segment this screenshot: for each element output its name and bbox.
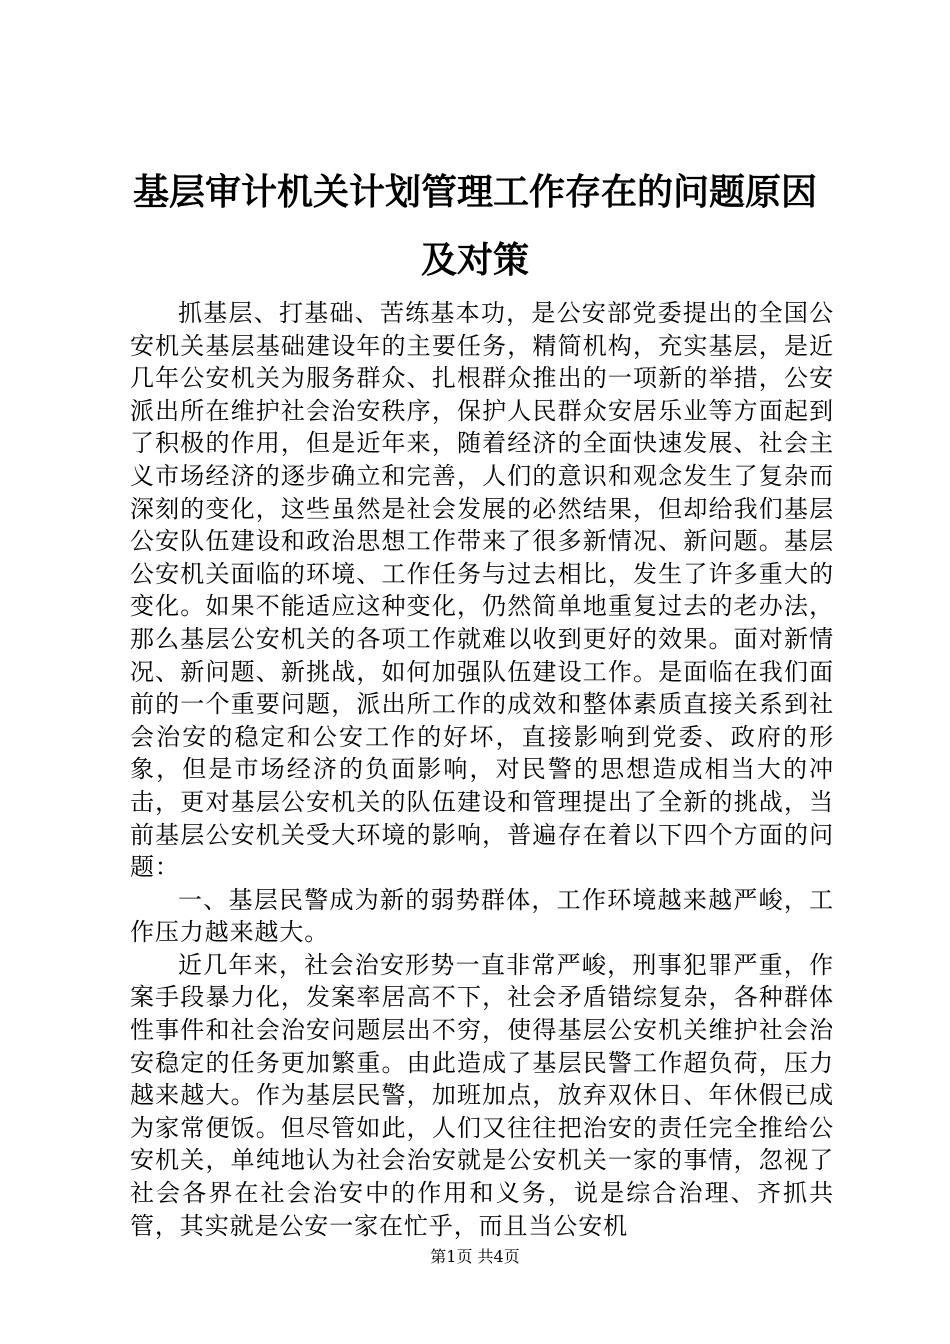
paragraph-intro: 抓基层、打基础、苦练基本功，是公安部党委提出的全国公安机关基层基础建设年的主要任务，精简机构，充实基层，是近几年公安机关为服务群众、扎根群众推出的一项新的举措，公安派出所在维护社会治安秩序，保护人民群众安居乐业等方面起到了积极的作用，但是近年来，随着经济的全面快速发展、社会主义市场经济的逐步确立和完善，人们的意识和观念发生了复杂而深刻的变化，这些虽然是社会发展的必然结果，但却给我们基层公安队伍建设和政治思想工作带来了很多新情况、新问题。基层公安机关面临的环境、工作任务与过去相比，发生了许多重大的变化。如果不能适应这种变化，仍然简单地重复过去的老办法，那么基层公安机关的各项工作就难以收到更好的效果。面对新情况、新问题、新挑战，如何加强队伍建设工作。是面临在我们面前的一个重要问题，派出所工作的成效和整体素质直接关系到社会治安的稳定和公安工作的好坏，直接影响到党委、政府的形象，但是市场经济的负面影响，对民警的思想造成相当大的冲击，更对基层公安机关的队伍建设和管理提出了全新的挑战，当前基层公安机关受大环境的影响，普遍存在着以下四个方面的问题： <box>130 299 834 882</box>
paragraph-heading-one: 一、基层民警成为新的弱势群体，工作环境越来越严峻，工作压力越来越大。 <box>130 885 834 947</box>
paragraph-detail: 近几年来，社会治安形势一直非常严峻，刑事犯罪严重，作案手段暴力化，发案率居高不下，社会矛盾错综复杂，各种群体性事件和社会治安问题层出不穷，使得基层公安机关维护社会治安稳定的任务更加繁重。由此造成了基层民警工作超负荷，压力越来越大。作为基层民警，加班加点，放弃双休日、年休假已成为家常便饭。但尽管如此，人们又往往把治安的责任完全推给公安机关，单纯地认为社会治安就是公安机关一家的事情，忽视了社会各界在社会治安中的作用和义务，说是综合治理、齐抓共管，其实就是公安一家在忙乎，而且当公安机 <box>130 950 834 1240</box>
document-body <box>130 297 834 1242</box>
page-footer: 第1页 共4页 <box>430 1247 520 1266</box>
document-title: 基层审计机关计划管理工作存在的问题原因及对策 <box>132 171 817 281</box>
